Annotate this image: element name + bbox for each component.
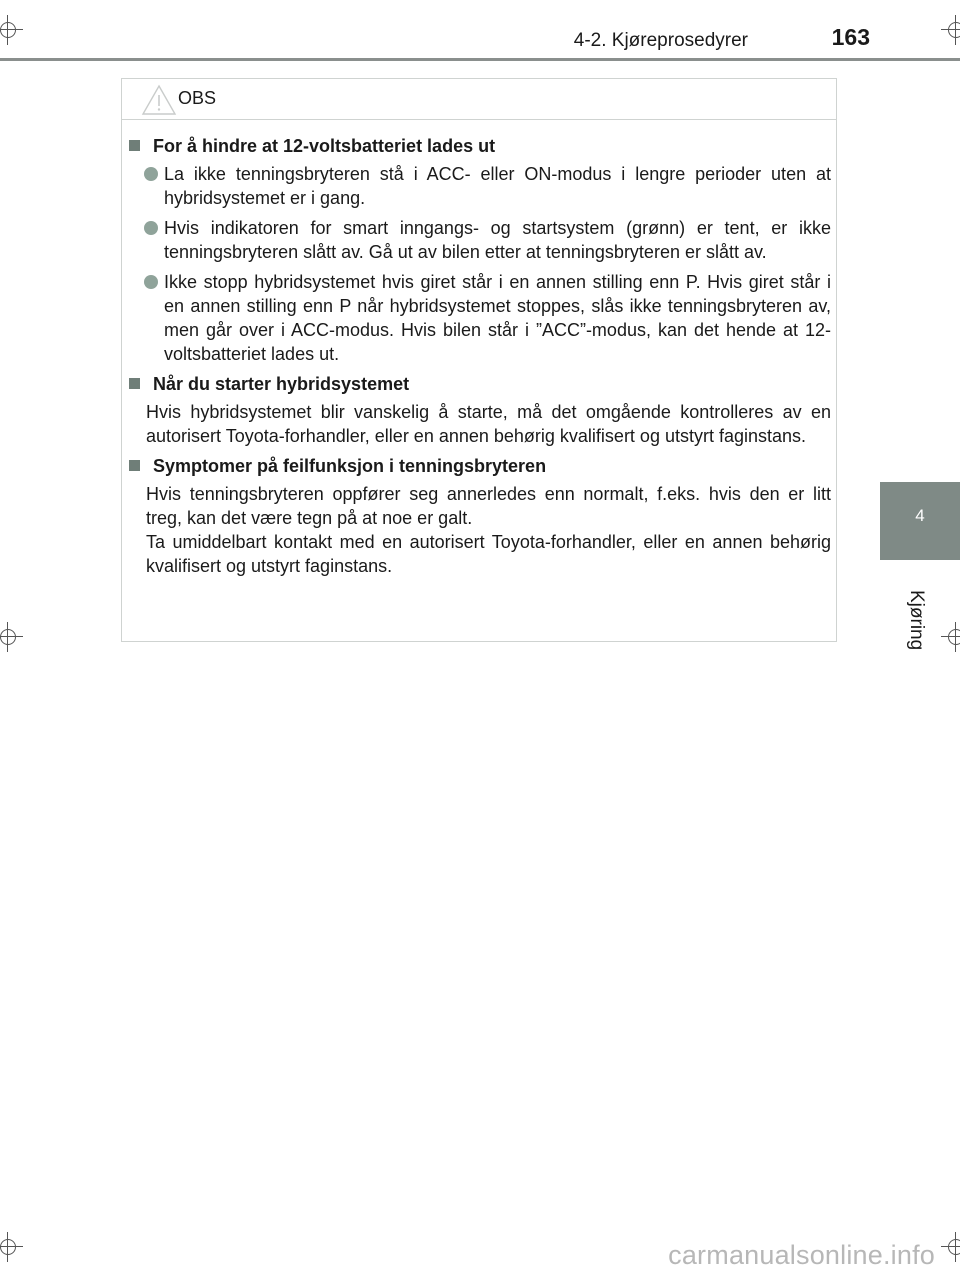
section-title: 4-2. Kjøreprosedyrer [573, 30, 748, 51]
section-paragraph: Hvis hybridsystemet blir vanskelig å starte, må det omgående kontrolleres av en autorisert Toyota-forhandler, eller en annen behørig kvalifisert og utstyrt faginstans. [146, 402, 831, 446]
crop-mark-bottom-right [941, 1232, 960, 1262]
list-item-text: Hvis indikatoren for smart inngangs- og startsystem (grønn) er tent, er ikke tenningsbryteren slått av. Gå ut av bilen etter at tenningsbryteren er slått av. [164, 218, 831, 262]
list-item [129, 270, 831, 366]
section-heading [129, 134, 831, 158]
warning-triangle-icon [141, 84, 177, 116]
round-bullet-icon [144, 275, 158, 289]
crop-mark-mid-right [941, 622, 960, 652]
section-heading [129, 372, 831, 396]
section-paragraph: Hvis tenningsbryteren oppfører seg annerledes enn normalt, f.eks. hvis den er litt treg, kan det være tegn på at noe er galt. [146, 484, 831, 528]
note-box [121, 78, 837, 642]
round-bullet-icon [144, 167, 158, 181]
chapter-tab [880, 482, 960, 560]
section-heading-text: Når du starter hybridsystemet [153, 374, 410, 394]
square-bullet-icon [129, 140, 140, 151]
list-item [129, 162, 831, 210]
list-item-text: La ikke tenningsbryteren stå i ACC- eller ON-modus i lengre perioder uten at hybridsystemet er i gang. [164, 164, 831, 208]
list-item-text: Ikke stopp hybridsystemet hvis giret står i en annen stilling enn P. Hvis giret står i en annen stilling enn P når hybridsystemet stoppes, slås ikke tenningsbryteren av, men går over i ACC-modus. Hvis bilen står i ”ACC”-modus, kan det hende at 12-voltsbatteriet lades ut. [164, 272, 831, 364]
list-item [129, 216, 831, 264]
note-header [122, 79, 836, 120]
page-number: 163 [831, 24, 870, 50]
square-bullet-icon [129, 378, 140, 389]
watermark: carmanualsonline.info [668, 1240, 935, 1270]
section-heading [129, 454, 831, 478]
chapter-number: 4 [915, 506, 925, 525]
note-title: OBS [178, 88, 217, 108]
chapter-label: Kjøring [906, 590, 927, 651]
crop-mark-mid-left [0, 622, 23, 652]
section-paragraph: Ta umiddelbart kontakt med en autorisert Toyota-forhandler, eller en annen behørig kvalifisert og utstyrt faginstans. [146, 532, 831, 576]
header-rule [0, 58, 960, 61]
section-heading-text: Symptomer på feilfunksjon i tenningsbryteren [153, 456, 547, 476]
round-bullet-icon [144, 221, 158, 235]
section-heading-text: For å hindre at 12-voltsbatteriet lades ut [153, 136, 496, 156]
crop-mark-bottom-left [0, 1232, 23, 1262]
note-content [129, 134, 831, 578]
crop-mark-top-right [941, 15, 960, 45]
square-bullet-icon [129, 460, 140, 471]
crop-mark-top-left [0, 15, 23, 45]
